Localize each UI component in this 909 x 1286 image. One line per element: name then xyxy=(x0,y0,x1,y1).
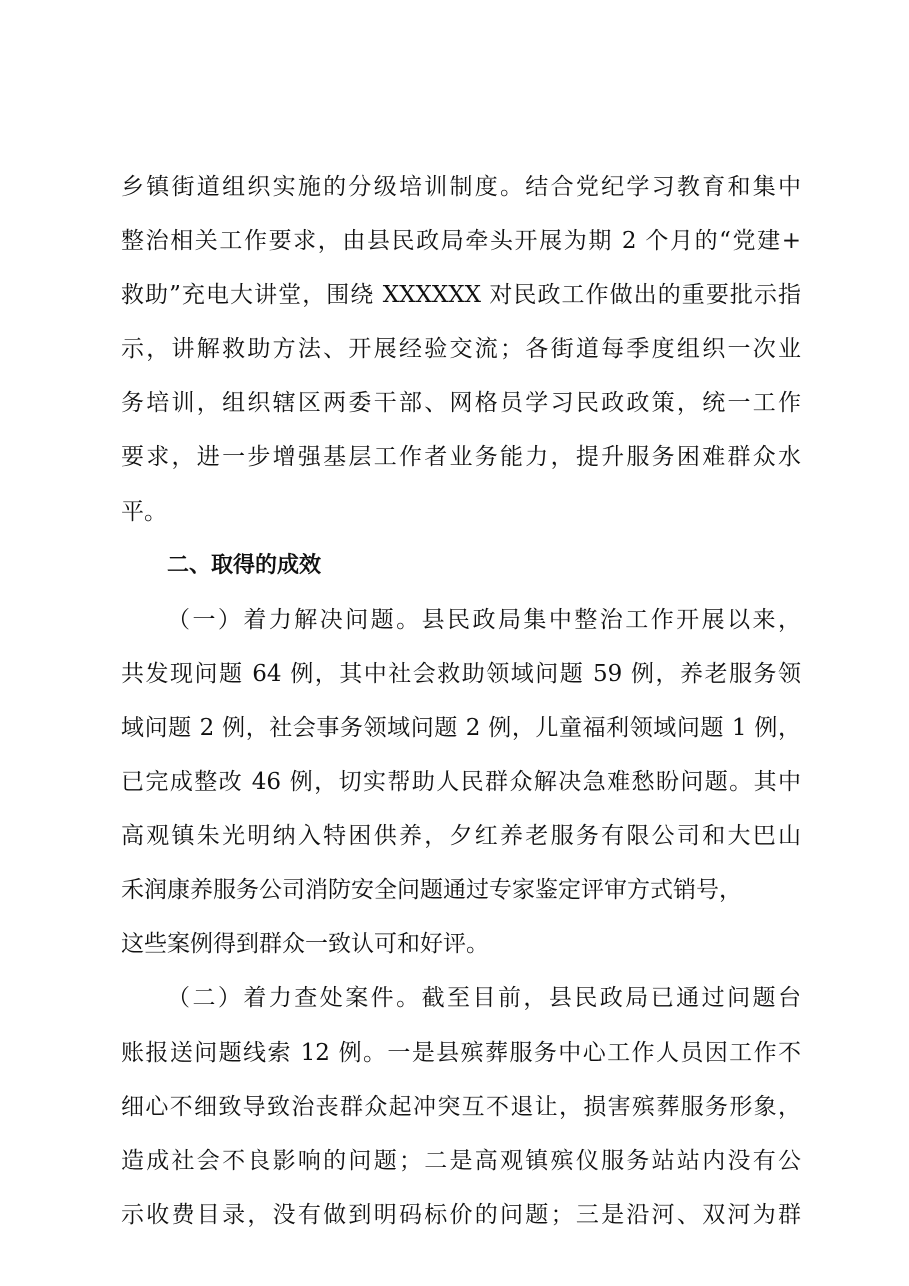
section-heading: 二、取得的成效 xyxy=(167,552,322,578)
body-text-line: 造成社会不良影响的问题；二是高观镇殡仪服务站站内没有公 xyxy=(121,1147,801,1174)
body-text-line: 账报送问题线索 12 例。一是县殡葬服务中心工作人员因工作不 xyxy=(121,1039,801,1066)
body-text-line: 要求，进一步增强基层工作者业务能力，提升服务困难群众水 xyxy=(121,444,801,471)
body-text-line: 高观镇朱光明纳入特困供养，夕红养老服务有限公司和大巴山 xyxy=(121,823,801,850)
body-text-line: 域问题 2 例，社会事务领域问题 2 例，儿童福利领域问题 1 例， xyxy=(121,714,801,741)
body-text-line: 已完成整改 46 例，切实帮助人民群众解决急难愁盼问题。其中 xyxy=(121,769,801,796)
paragraph-first-line: （一）着力解决问题。县民政局集中整治工作开展以来， xyxy=(167,606,801,633)
body-text-line: 禾润康养服务公司消防安全问题通过专家鉴定评审方式销号， xyxy=(121,877,742,904)
body-text-line: 示，讲解救助方法、开展经验交流；各街道每季度组织一次业 xyxy=(121,336,801,363)
body-text-line: 乡镇街道组织实施的分级培训制度。结合党纪学习教育和集中 xyxy=(121,174,801,200)
body-text-line: 示收费目录，没有做到明码标价的问题；三是沿河、双河为群 xyxy=(121,1201,801,1228)
body-text-line: 务培训，组织辖区两委干部、网格员学习民政政策，统一工作 xyxy=(121,390,801,417)
body-text-line: 共发现问题 64 例，其中社会救助领域问题 59 例，养老服务领 xyxy=(121,660,801,687)
body-text-line: 整治相关工作要求，由县民政局牵头开展为期 2 个月的“党建+ xyxy=(121,228,801,255)
document-body xyxy=(121,160,801,1242)
body-text-line: 平。 xyxy=(121,498,167,525)
body-text-line: 救助”充电大讲堂，围绕 XXXXXX 对民政工作做出的重要批示指 xyxy=(121,282,801,309)
body-text-line: 细心不细致导致治丧群众起冲突互不退让，损害殡葬服务形象， xyxy=(121,1093,801,1120)
body-text-line: 这些案例得到群众一致认可和好评。 xyxy=(121,931,489,958)
paragraph-first-line: （二）着力查处案件。截至目前，县民政局已通过问题台 xyxy=(167,985,801,1012)
